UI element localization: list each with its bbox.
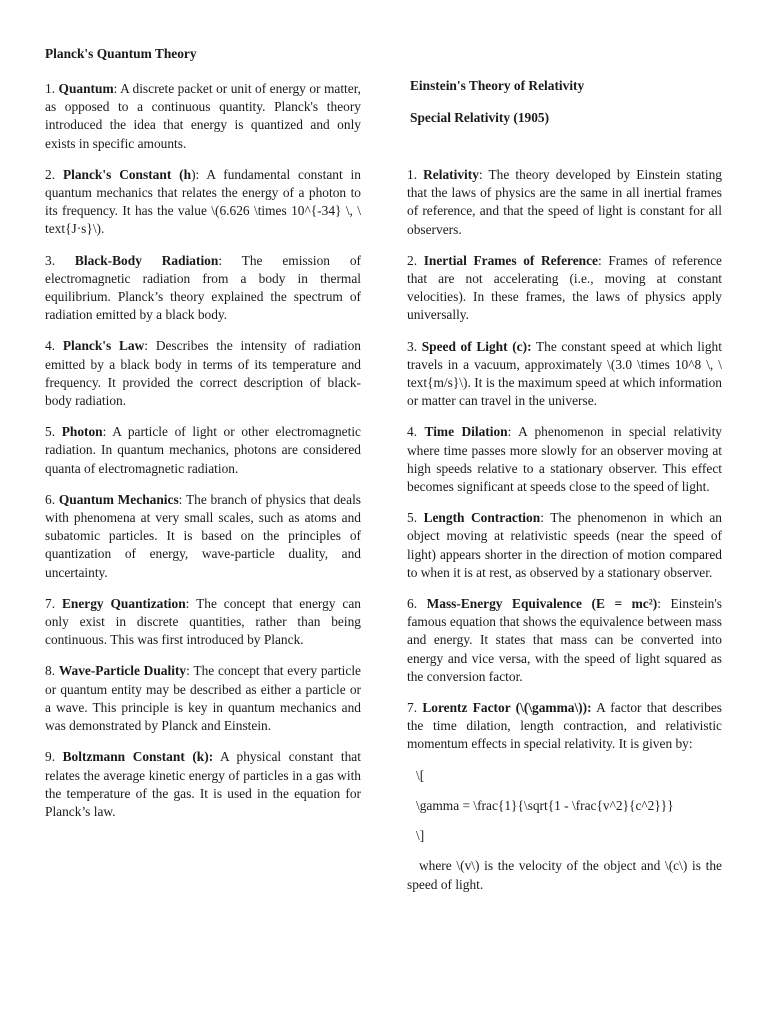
item-term: Time Dilation	[424, 424, 508, 440]
item-text: The emission of electromagnetic radiation from a body in thermal equilibrium. Planck’s theory explained the spectrum of radiation emitted by a black body.	[45, 252, 361, 323]
item-separator: :	[218, 252, 223, 268]
item-term: Mass-Energy Equivalence (E = mc²)	[426, 596, 658, 612]
section-title-planck: Planck's Quantum Theory	[45, 46, 197, 61]
item-number: 2.	[407, 252, 418, 268]
item-text: The constant speed at which light travels in a vacuum, approximately \(3.0 \times 10^8 \, \ text{m/s}\). It is the maximum speed at which information or matter can travel in the universe.	[407, 338, 722, 409]
right-column	[407, 76, 722, 894]
item-text: A fundamental constant in quantum mechanics that relates the energy of a photon to its frequency. It has the value \(6.626 \times 10^{-34} \, \ text{J·s}\).	[45, 166, 361, 237]
item-number: 1.	[45, 81, 56, 96]
item-number: 7.	[45, 595, 56, 611]
item-separator: ):	[191, 166, 200, 182]
item-number: 3.	[45, 252, 56, 268]
item-term: Speed of Light (c):	[421, 338, 532, 354]
definition-item	[407, 595, 722, 686]
item-term: Relativity	[423, 167, 479, 182]
item-number: 4.	[407, 424, 418, 440]
left-column	[45, 44, 361, 834]
item-number: 7.	[407, 700, 418, 716]
item-text: A physical constant that relates the average kinetic energy of particles in a gas with the temperature of the gas. It is used in the equation for Planck’s law.	[45, 749, 361, 819]
item-number: 4.	[45, 338, 56, 354]
formula-expression: \gamma = \frac{1}{\sqrt{1 - \frac{v^2}{c^2}}}	[416, 797, 674, 813]
formula-close: \]	[416, 828, 425, 844]
item-number: 1.	[407, 167, 418, 182]
item-term: Photon	[61, 424, 103, 440]
definition-item	[407, 509, 722, 582]
formula-where-text: where \(v\) is the velocity of the object and \(c\) is the speed of light.	[407, 858, 722, 892]
item-text: The phenomenon in which an object moving at relativistic speeds (near the speed of light) appears shorter in the direction of motion compared to when it is at rest, as observed by a stationary observer.	[407, 510, 722, 580]
item-text: The concept that every particle or quantum entity may be described as either a particle or a wave. This principle is key in quantum mechanics and was demonstrated by Planck and Einstein.	[45, 663, 361, 734]
item-term: Black-Body Radiation	[74, 252, 219, 268]
definition-item	[407, 252, 722, 325]
item-text: Describes the intensity of radiation emitted by a black body in terms of its temperature and frequency. It provided the correct description of black-body radiation.	[45, 338, 361, 409]
definition-item	[407, 699, 722, 754]
item-number: 6.	[407, 596, 418, 612]
definition-item	[407, 338, 722, 411]
item-number: 2.	[45, 166, 56, 182]
item-separator: :	[102, 424, 107, 440]
item-separator: :	[185, 595, 190, 611]
item-text: A factor that describes the time dilation, length contraction, and relativistic momentum effects in special relativity. It is given by:	[407, 700, 722, 752]
item-term: Quantum	[58, 81, 114, 96]
item-separator: :	[113, 81, 118, 96]
item-number: 6.	[45, 491, 56, 507]
definition-item	[45, 423, 361, 478]
definition-item	[45, 252, 361, 325]
item-term: Planck's Law	[62, 338, 145, 354]
formula-open: \[	[416, 767, 425, 783]
item-term: Length Contraction	[423, 510, 541, 526]
item-number: 3.	[407, 338, 418, 354]
item-separator: :	[186, 663, 190, 679]
item-text: The branch of physics that deals with phenomena at very small scales, such as atoms and subatomic particles. It is based on the principles of quantization of energy, wave-particle duality, and uncertainty.	[45, 491, 361, 580]
item-text: The concept that energy can only exist in discrete quantities, rather than being continuous. This was first introduced by Planck.	[45, 595, 361, 648]
item-term: Planck's Constant (h	[62, 166, 192, 182]
item-text: Einstein's famous equation that shows the equivalence between mass and energy. It states that mass can be converted into energy and vice versa, with the speed of light squared as the conversion factor.	[407, 596, 722, 684]
item-separator: :	[507, 424, 512, 440]
definition-item	[45, 662, 361, 735]
section-subtitle-special-relativity: Special Relativity (1905)	[410, 110, 550, 125]
item-term: Boltzmann Constant (k):	[62, 749, 214, 765]
item-text: A discrete packet or unit of energy or matter, as opposed to a continuous quantity. Planck's theory introduced the idea that energy is quantized and only exists in specific amounts.	[45, 81, 361, 151]
item-text: A particle of light or other electromagnetic radiation. In quantum mechanics, photons are considered quanta of electromagnetic radiation.	[45, 424, 361, 476]
item-term: Lorentz Factor (\(\gamma\)):	[422, 700, 592, 716]
item-separator: :	[540, 510, 544, 526]
definition-item	[45, 491, 361, 582]
planck-term-list	[45, 80, 361, 821]
definition-item	[45, 748, 361, 821]
item-separator: :	[657, 596, 661, 612]
definition-item	[407, 423, 722, 496]
item-number: 8.	[45, 663, 56, 679]
relativity-term-list	[407, 166, 722, 754]
item-separator: :	[598, 252, 602, 268]
definition-item	[407, 166, 722, 239]
item-term: Inertial Frames of Reference	[423, 252, 598, 268]
section-title-einstein: Einstein's Theory of Relativity	[410, 78, 585, 93]
item-number: 5.	[45, 424, 56, 440]
item-number: 5.	[407, 510, 418, 526]
item-text: The theory developed by Einstein stating that the laws of physics are the same in all inertial frames of reference, and that the speed of light is constant for all observers.	[407, 167, 722, 237]
item-separator: :	[144, 338, 149, 354]
item-term: Quantum Mechanics	[58, 491, 179, 507]
item-separator: :	[478, 167, 483, 182]
item-separator: :	[178, 491, 183, 507]
item-text: Frames of reference that are not accelerating (i.e., moving at constant velocities). In these frames, the laws of physics apply universally.	[407, 252, 722, 323]
item-number: 9.	[45, 749, 56, 765]
definition-item	[45, 166, 361, 239]
item-text: A phenomenon in special relativity where time passes more slowly for an observer moving at high speeds relative to a stationary observer. This effect becomes significant at speeds close to the speed of light.	[407, 424, 722, 495]
definition-item	[45, 595, 361, 650]
definition-item	[45, 80, 361, 153]
item-term: Energy Quantization	[61, 595, 186, 611]
definition-item	[45, 337, 361, 410]
item-term: Wave-Particle Duality	[58, 663, 187, 679]
